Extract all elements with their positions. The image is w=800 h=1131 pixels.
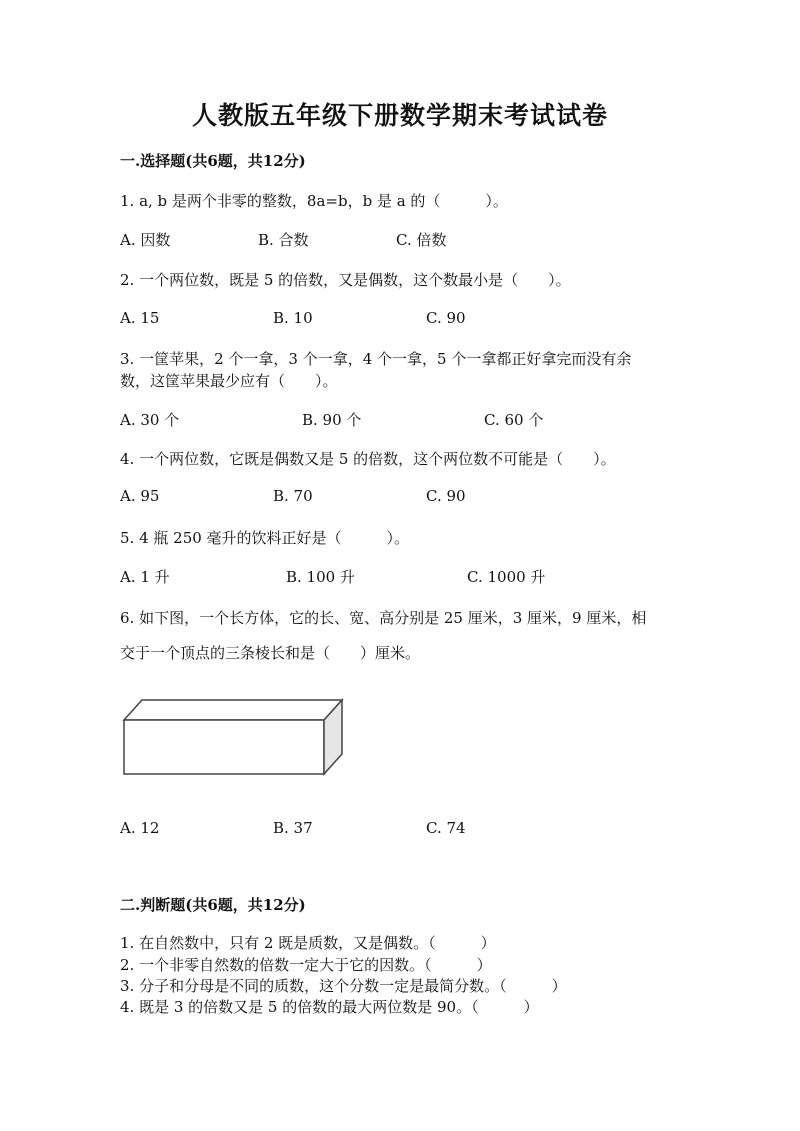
question-6-option-b: B. 37 — [273, 819, 313, 837]
question-6-option-c: C. 74 — [426, 819, 466, 837]
judgment-item-1: 1. 在自然数中，只有 2 既是质数，又是偶数。（ ） — [120, 934, 496, 952]
question-4-option-a: A. 95 — [120, 487, 160, 505]
question-5-option-a: A. 1 升 — [120, 568, 170, 586]
question-2-option-c: C. 90 — [426, 309, 466, 327]
question-3-option-a: A. 30 个 — [120, 411, 180, 429]
question-6-option-a: A. 12 — [120, 819, 160, 837]
question-4-option-b: B. 70 — [273, 487, 313, 505]
question-1-option-a: A. 因数 — [120, 231, 171, 249]
question-3-option-c: C. 60 个 — [484, 411, 544, 429]
judgment-item-2: 2. 一个非零自然数的倍数一定大于它的因数。（ ） — [120, 956, 492, 974]
question-3-text-line-1: 3. 一筐苹果，2 个一拿，3 个一拿，4 个一拿，5 个一拿都正好拿完而没有余 — [120, 350, 632, 368]
question-4-text: 4. 一个两位数，它既是偶数又是 5 的倍数，这个两位数不可能是（ ）。 — [120, 450, 616, 468]
question-3-option-b: B. 90 个 — [302, 411, 362, 429]
section-heading-choice: 一.选择题(共6题，共12分) — [120, 152, 306, 170]
question-2-text: 2. 一个两位数，既是 5 的倍数，又是偶数，这个数最小是（ ）。 — [120, 271, 571, 289]
question-3-text-line-2: 数，这筐苹果最少应有（ ）。 — [120, 372, 338, 390]
question-1-option-b: B. 合数 — [258, 231, 309, 249]
question-5-option-b: B. 100 升 — [286, 568, 355, 586]
section-heading-judgment: 二.判断题(共6题，共12分) — [120, 896, 306, 914]
question-2-option-a: A. 15 — [120, 309, 160, 327]
question-1-option-c: C. 倍数 — [396, 231, 447, 249]
question-6-text-line-2: 交于一个顶点的三条棱长和是（ ）厘米。 — [120, 644, 421, 662]
judgment-item-4: 4. 既是 3 的倍数又是 5 的倍数的最大两位数是 90。（ ） — [120, 998, 539, 1016]
question-5-text: 5. 4 瓶 250 毫升的饮料正好是（ ）。 — [120, 529, 410, 547]
question-2-option-b: B. 10 — [273, 309, 313, 327]
judgment-item-3: 3. 分子和分母是不同的质数，这个分数一定是最简分数。（ ） — [120, 977, 567, 995]
question-5-option-c: C. 1000 升 — [467, 568, 546, 586]
cuboid-figure — [118, 694, 348, 778]
page-title: 人教版五年级下册数学期末考试试卷 — [191, 101, 608, 130]
question-6-text-line-1: 6. 如下图，一个长方体，它的长、宽、高分别是 25 厘米，3 厘米，9 厘米，相 — [120, 609, 647, 627]
cuboid-top-face — [124, 700, 342, 720]
question-1-text: 1. a, b 是两个非零的整数，8a=b，b 是 a 的（ ）。 — [120, 192, 508, 210]
cuboid-front-face — [124, 720, 324, 774]
question-4-option-c: C. 90 — [426, 487, 466, 505]
